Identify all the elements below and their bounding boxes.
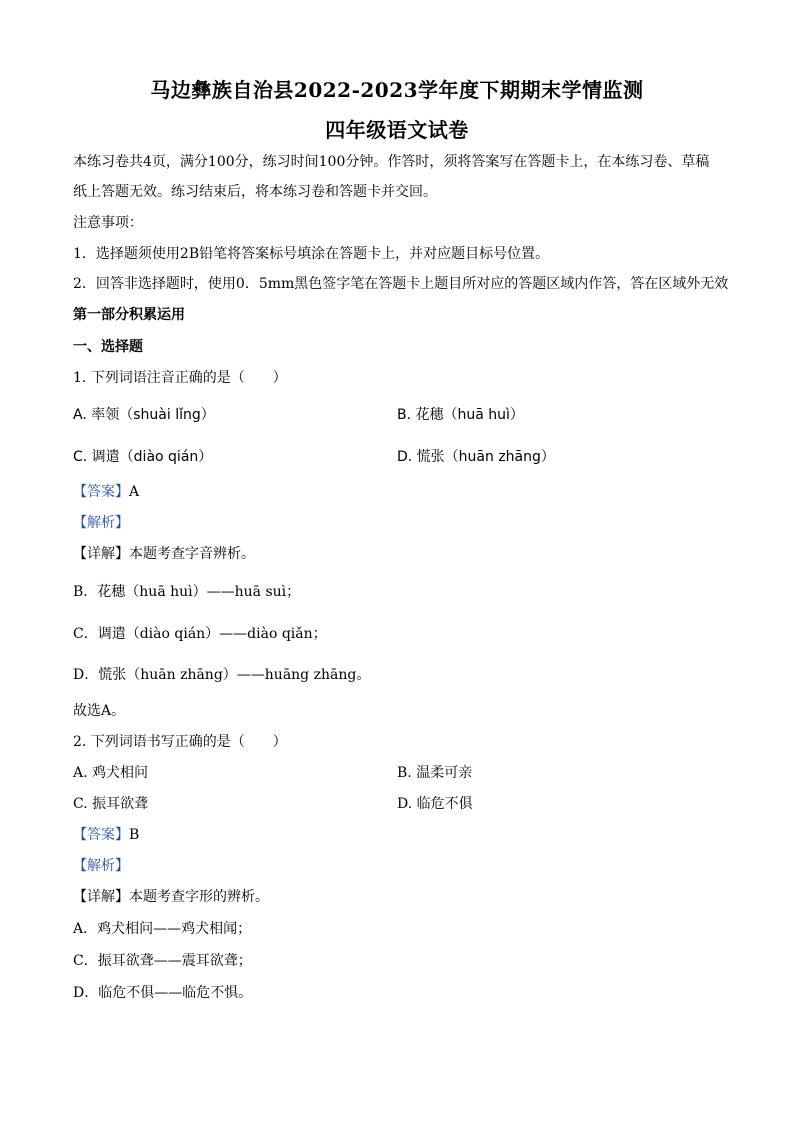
intro-line-2: 纸上答题无效。练习结束后，将本练习卷和答题卡并交回。 [73,184,437,200]
q1-answer [73,483,139,501]
q1-stem: 1. 下列词语注音正确的是（ ） [73,370,287,386]
q1-conclusion: 故选A。 [73,703,126,719]
q2-option-c: C. 振耳欲聋 [73,796,149,812]
q2-explain-c: C．振耳欲聋——震耳欲聋； [73,953,252,969]
q1-detail-tag: 【详解】 [73,546,129,562]
page-subtitle: 四年级语文试卷 [325,118,469,142]
q1-detail-text: 本题考查字音辨析。 [129,546,255,562]
q2-detail [73,888,269,906]
q2-answer [73,826,139,844]
q1-option-c: C. 调遣（diào qián） [73,449,213,465]
q2-analysis-tag: 【解析】 [73,858,129,874]
page-title: 马边彝族自治县2022-2023学年度下期期末学情监测 [150,78,644,102]
notice-item-1: 1．选择题须使用2B铅笔将答案标号填涂在答题卡上，并对应题目标号位置。 [73,246,550,262]
q2-option-b: B. 温柔可亲 [397,765,473,781]
q2-detail-text: 本题考查字形的辨析。 [129,889,269,905]
intro-line-1: 本练习卷共4页，满分100分，练习时间100分钟。作答时，须将答案写在答题卡上，在本练习卷、草稿 [73,154,710,170]
q2-answer-tag: 【答案】 [73,827,129,843]
q1-analysis-tag: 【解析】 [73,515,129,531]
notice-item-2: 2．回答非选择题时，使用0．5mm黑色签字笔在答题卡上题目所对应的答题区域内作答，答在区域外无效 [73,276,729,292]
q2-detail-tag: 【详解】 [73,889,129,905]
q1-option-d: D. 慌张（huān zhāng） [397,449,555,465]
q2-answer-value: B [129,827,140,843]
q2-option-a: A. 鸡犬相问 [73,765,149,781]
q2-explain-a: A．鸡犬相问——鸡犬相闻； [73,921,252,937]
q1-detail [73,545,255,563]
q2-explain-d: D．临危不俱——临危不惧。 [73,985,253,1001]
q1-option-a: A. 率领（shuài lǐng） [73,407,215,423]
notice-title: 注意事项： [73,215,143,231]
q1-explain-b: B．花穗（huā huì）——huā suì； [73,584,301,600]
q1-explain-c: C．调遣（diào qián）——diào qiǎn； [73,626,327,642]
q1-explain-d: D．慌张（huān zhāng）——huāng zhāng。 [73,667,371,683]
q1-answer-value: A [129,484,140,500]
section-heading: 一、选择题 [73,339,143,355]
part-heading: 第一部分积累运用 [73,307,185,323]
q1-option-b: B. 花穗（huā huì） [397,407,524,423]
q2-stem: 2. 下列词语书写正确的是（ ） [73,734,287,750]
q2-option-d: D. 临危不俱 [397,796,473,812]
q1-answer-tag: 【答案】 [73,484,129,500]
